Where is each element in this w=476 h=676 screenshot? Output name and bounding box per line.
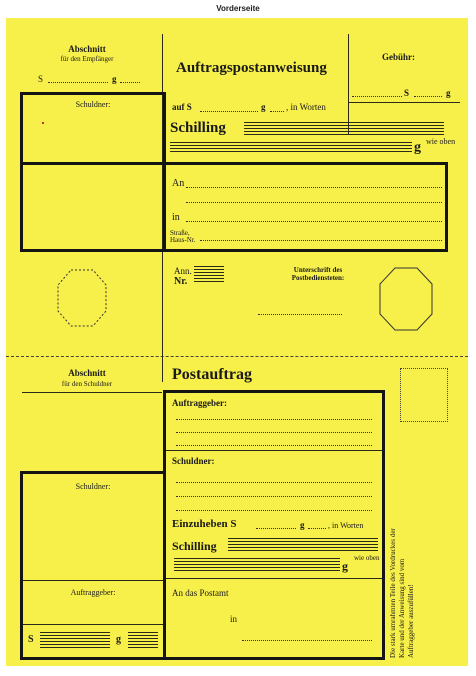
address-box-left-edge [163,162,166,252]
g-small-label: g [116,634,121,645]
horizontal-divider [23,624,163,625]
g-label-bottom: g [300,520,305,530]
nr-label: Nr. [174,276,188,287]
postal-form [6,18,468,666]
vertical-divider [348,34,349,134]
postamt-line[interactable] [242,640,372,641]
auftraggeber-label: Auftraggeber: [172,398,227,408]
horizontal-divider [166,450,382,451]
stamp-octagon-right [378,266,434,332]
schilling-bottom-label: Schilling [172,539,217,553]
schilling-words-field-2[interactable] [170,142,412,154]
amount-field[interactable] [200,111,258,112]
g-big-label: g [414,140,421,155]
auftraggeber-line[interactable] [176,432,372,433]
schuldner-line[interactable] [176,482,372,483]
gebuehr-label: Gebühr: [382,52,416,62]
schuldner-bottom-label: Schuldner: [172,456,215,466]
amount-g-field[interactable] [128,632,158,648]
unterschrift-label: Unterschrift des Postbediensteten: [291,266,345,282]
fee-line[interactable] [352,96,402,97]
in-worten-label: , in Worten [286,102,326,112]
g-label: g [261,102,266,112]
an-label: An [172,178,185,189]
tear-line [6,356,468,357]
einzuheben-amount[interactable] [256,528,296,529]
wie-oben-bottom: wie oben [354,554,380,562]
abschnitt-s-label: S [38,74,44,84]
form-title: Auftragspostanweisung [176,60,327,76]
auftraggeber-line[interactable] [176,419,372,420]
schilling-bottom-field-2[interactable] [174,558,340,572]
schuldner-line[interactable] [176,510,372,511]
postauftrag-title: Postauftrag [172,366,252,383]
an-postamt-label: An das Postamt [172,588,229,598]
page-header: Vorderseite [216,4,260,13]
auftraggeber-left-label: Auftraggeber: [70,588,116,597]
address-box[interactable] [20,162,448,252]
g-big-bottom: g [342,559,348,573]
abschnitt-bottom-subtitle: für den Schuldner [61,380,113,388]
amount-line[interactable] [48,82,108,83]
groschen-field[interactable] [270,111,284,112]
ann-nr-field[interactable] [194,266,224,282]
auftraggeber-line[interactable] [176,445,372,446]
schilling-words-field[interactable] [244,122,444,136]
street-line[interactable] [200,240,442,241]
amount-s-field[interactable] [40,632,110,648]
ann-label: Ann. [174,266,192,276]
recipient-line[interactable] [186,202,442,203]
abschnitt-title: Abschnitt [68,44,106,54]
gebuehr-g: g [446,88,451,98]
schilling-label: Schilling [170,120,226,136]
abschnitt-subtitle: für den Empfänger [60,55,114,63]
red-mark [42,122,44,124]
abschnitt-g-label: g [112,74,117,84]
s-label: S [28,634,34,645]
wie-oben-label: wie oben [426,137,456,146]
city-line[interactable] [186,221,442,222]
strasse-label: Straße, Haus-Nr. [170,229,196,244]
signature-line[interactable] [258,314,342,315]
einzuheben-groschen[interactable] [308,528,326,529]
side-note: Die stark umrahmten Teile des Vordruckes der Karte und der Anweisung sind vom Auftraggeber auszufüllen! [389,528,415,658]
gebuehr-s: S [404,88,410,98]
in-bottom-label: in [230,614,238,624]
stamp-box [400,368,448,422]
horizontal-divider [22,392,162,393]
horizontal-divider [23,580,163,581]
horizontal-divider [348,102,460,103]
einzuheben-label: Einzuheben S [172,518,237,530]
stamp-octagon-left [56,268,108,328]
horizontal-divider [166,578,382,579]
in-worten-bottom: , in Worten [328,521,364,530]
schuldner-left-label: Schuldner: [75,482,111,491]
fee-line[interactable] [414,96,442,97]
schilling-bottom-field[interactable] [228,538,378,552]
auf-s-label: auf S [172,102,192,112]
recipient-line[interactable] [186,187,442,188]
schuldner-label: Schuldner: [75,100,111,109]
in-label: in [172,212,180,223]
vertical-divider [162,356,163,382]
schuldner-line[interactable] [176,496,372,497]
amount-line[interactable] [120,82,140,83]
abschnitt-bottom-title: Abschnitt [68,368,106,378]
